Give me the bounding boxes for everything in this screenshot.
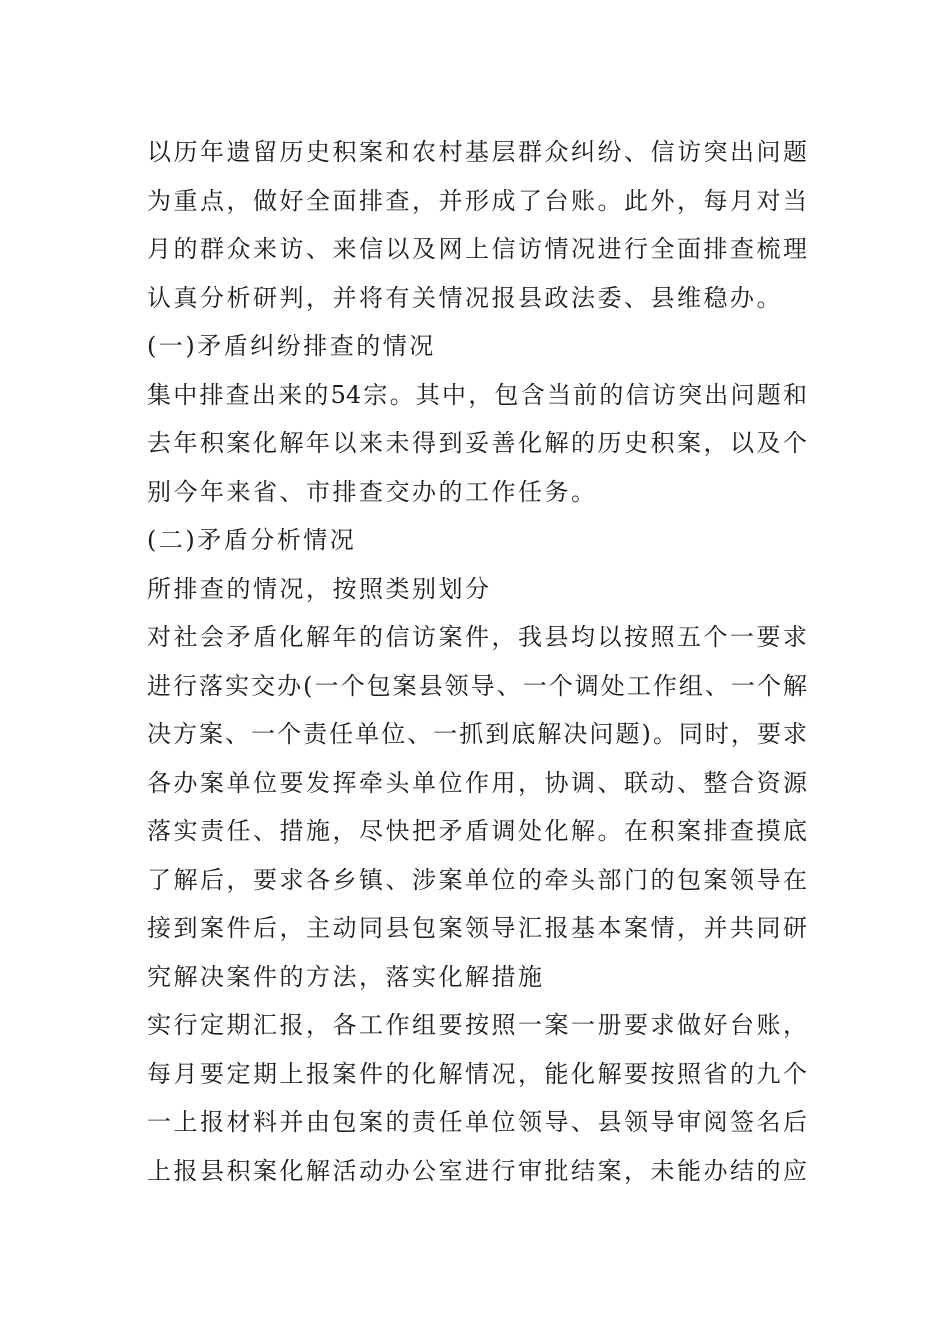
text-line: 认真分析研判，并将有关情况报县政法委、县维稳办。 [147, 283, 783, 312]
text-line: 对社会矛盾化解年的信访案件，我县均以按照五个一要求 [147, 623, 807, 651]
section-heading: (一)矛盾纠纷排查的情况 [147, 332, 436, 360]
section-heading: (二)矛盾分析情况 [147, 526, 357, 554]
text-line: 为重点，做好全面排查，并形成了台账。此外，每月对当 [147, 186, 807, 215]
text-line: 一上报材料并由包案的责任单位领导、县领导审阅签名后 [147, 1108, 807, 1136]
text-line: 别今年来省、市排查交办的工作任务。 [147, 477, 598, 506]
text-line: 集中排查出来的54宗。其中，包含当前的信访突出问题和 [147, 380, 807, 409]
text-line: 落实责任、措施，尽快把矛盾调处化解。在积案排查摸底 [147, 817, 807, 845]
text-line: 月的群众来访、来信以及网上信访情况进行全面排查梳理 [147, 235, 807, 263]
text-line: 了解后，要求各乡镇、涉案单位的牵头部门的包案领导在 [147, 865, 807, 894]
document-body [147, 128, 807, 1195]
text-line: 所排查的情况，按照类别划分 [147, 574, 492, 603]
text-line: 以历年遗留历史积案和农村基层群众纠纷、信访突出问题 [147, 138, 807, 166]
text-line: 去年积案化解年以来未得到妥善化解的历史积案，以及个 [147, 429, 807, 457]
text-line: 进行落实交办(一个包案县领导、一个调处工作组、一个解 [147, 671, 807, 700]
text-line: 每月要定期上报案件的化解情况，能化解要按照省的九个 [147, 1059, 807, 1088]
text-line: 究解决案件的方法，落实化解措施 [147, 962, 545, 991]
text-line: 接到案件后，主动同县包案领导汇报基本案情，并共同研 [147, 914, 807, 942]
text-line: 上报县积案化解活动办公室进行审批结案，未能办结的应 [147, 1156, 807, 1185]
text-line: 决方案、一个责任单位、一抓到底解决问题)。同时，要求 [147, 720, 807, 748]
text-line: 各办案单位要发挥牵头单位作用，协调、联动、整合资源 [147, 768, 807, 797]
text-line: 实行定期汇报，各工作组要按照一案一册要求做好台账， [147, 1011, 807, 1039]
